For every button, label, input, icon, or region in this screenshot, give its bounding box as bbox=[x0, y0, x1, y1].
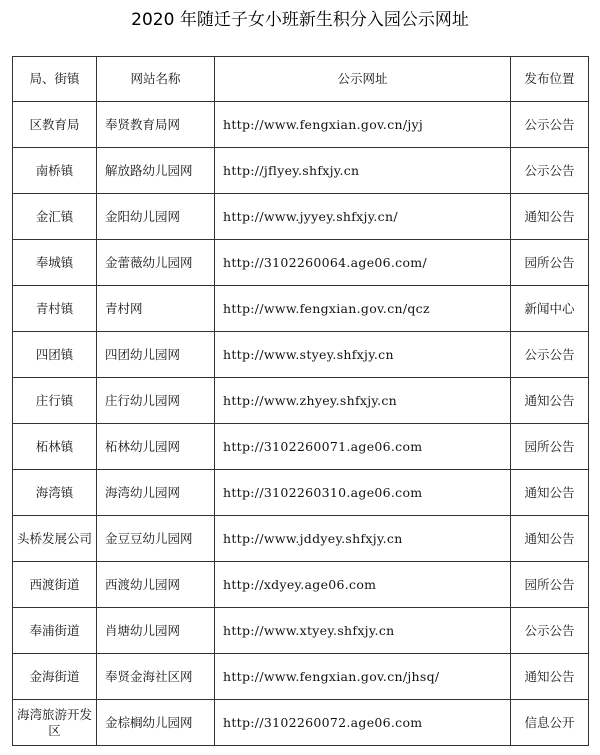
table-row bbox=[13, 516, 589, 562]
cell-position: 通知公告 bbox=[511, 654, 589, 700]
url-table bbox=[12, 56, 589, 746]
cell-position: 园所公告 bbox=[511, 240, 589, 286]
table-row bbox=[13, 240, 589, 286]
cell-site-name: 海湾幼儿园网 bbox=[97, 470, 215, 516]
cell-town: 金汇镇 bbox=[13, 194, 97, 240]
cell-url[interactable]: http://3102260064.age06.com/ bbox=[215, 240, 511, 286]
cell-position: 公示公告 bbox=[511, 148, 589, 194]
cell-url[interactable]: http://jflyey.shfxjy.cn bbox=[215, 148, 511, 194]
cell-town: 区教育局 bbox=[13, 102, 97, 148]
cell-url[interactable]: http://3102260310.age06.com bbox=[215, 470, 511, 516]
cell-position: 新闻中心 bbox=[511, 286, 589, 332]
cell-town: 庄行镇 bbox=[13, 378, 97, 424]
cell-town: 奉城镇 bbox=[13, 240, 97, 286]
cell-position: 通知公告 bbox=[511, 194, 589, 240]
table-row bbox=[13, 332, 589, 378]
table-body bbox=[13, 102, 589, 746]
cell-url[interactable]: http://www.fengxian.gov.cn/jhsq/ bbox=[215, 654, 511, 700]
cell-url[interactable]: http://3102260072.age06.com bbox=[215, 700, 511, 746]
cell-site-name: 奉贤金海社区网 bbox=[97, 654, 215, 700]
cell-site-name: 金棕榈幼儿园网 bbox=[97, 700, 215, 746]
cell-url[interactable]: http://www.styey.shfxjy.cn bbox=[215, 332, 511, 378]
table-row bbox=[13, 148, 589, 194]
table-row bbox=[13, 608, 589, 654]
cell-site-name: 庄行幼儿园网 bbox=[97, 378, 215, 424]
header-url: 公示网址 bbox=[215, 57, 511, 102]
table-header-row bbox=[13, 57, 589, 102]
cell-town: 奉浦街道 bbox=[13, 608, 97, 654]
cell-site-name: 金阳幼儿园网 bbox=[97, 194, 215, 240]
cell-url[interactable]: http://www.fengxian.gov.cn/jyj bbox=[215, 102, 511, 148]
cell-site-name: 金蕾薇幼儿园网 bbox=[97, 240, 215, 286]
cell-town: 南桥镇 bbox=[13, 148, 97, 194]
cell-url[interactable]: http://www.jyyey.shfxjy.cn/ bbox=[215, 194, 511, 240]
cell-url[interactable]: http://xdyey.age06.com bbox=[215, 562, 511, 608]
table-row bbox=[13, 424, 589, 470]
table-row bbox=[13, 562, 589, 608]
table-row bbox=[13, 378, 589, 424]
header-position: 发布位置 bbox=[511, 57, 589, 102]
cell-town: 四团镇 bbox=[13, 332, 97, 378]
cell-url[interactable]: http://www.fengxian.gov.cn/qcz bbox=[215, 286, 511, 332]
header-site-name: 网站名称 bbox=[97, 57, 215, 102]
document-title: 2020 年随迁子女小班新生积分入园公示网址 bbox=[131, 10, 469, 30]
cell-url[interactable]: http://3102260071.age06.com bbox=[215, 424, 511, 470]
header-town: 局、街镇 bbox=[13, 57, 97, 102]
cell-site-name: 青村网 bbox=[97, 286, 215, 332]
cell-position: 通知公告 bbox=[511, 516, 589, 562]
cell-site-name: 四团幼儿园网 bbox=[97, 332, 215, 378]
cell-position: 通知公告 bbox=[511, 378, 589, 424]
table-row bbox=[13, 470, 589, 516]
cell-position: 公示公告 bbox=[511, 102, 589, 148]
table-row bbox=[13, 102, 589, 148]
table-row bbox=[13, 700, 589, 746]
cell-position: 信息公开 bbox=[511, 700, 589, 746]
cell-position: 园所公告 bbox=[511, 424, 589, 470]
cell-site-name: 奉贤教育局网 bbox=[97, 102, 215, 148]
cell-position: 公示公告 bbox=[511, 332, 589, 378]
table-row bbox=[13, 194, 589, 240]
cell-town: 金海街道 bbox=[13, 654, 97, 700]
table-row bbox=[13, 286, 589, 332]
cell-url[interactable]: http://www.xtyey.shfxjy.cn bbox=[215, 608, 511, 654]
cell-town: 西渡街道 bbox=[13, 562, 97, 608]
cell-site-name: 柘林幼儿园网 bbox=[97, 424, 215, 470]
cell-url[interactable]: http://www.jddyey.shfxjy.cn bbox=[215, 516, 511, 562]
cell-town: 海湾镇 bbox=[13, 470, 97, 516]
cell-town: 柘林镇 bbox=[13, 424, 97, 470]
cell-position: 园所公告 bbox=[511, 562, 589, 608]
cell-site-name: 肖塘幼儿园网 bbox=[97, 608, 215, 654]
table-row bbox=[13, 654, 589, 700]
cell-town: 海湾旅游开发区 bbox=[13, 700, 97, 746]
cell-position: 通知公告 bbox=[511, 470, 589, 516]
cell-site-name: 金豆豆幼儿园网 bbox=[97, 516, 215, 562]
cell-url[interactable]: http://www.zhyey.shfxjy.cn bbox=[215, 378, 511, 424]
cell-site-name: 解放路幼儿园网 bbox=[97, 148, 215, 194]
cell-town: 青村镇 bbox=[13, 286, 97, 332]
cell-town: 头桥发展公司 bbox=[13, 516, 97, 562]
cell-site-name: 西渡幼儿园网 bbox=[97, 562, 215, 608]
cell-position: 公示公告 bbox=[511, 608, 589, 654]
